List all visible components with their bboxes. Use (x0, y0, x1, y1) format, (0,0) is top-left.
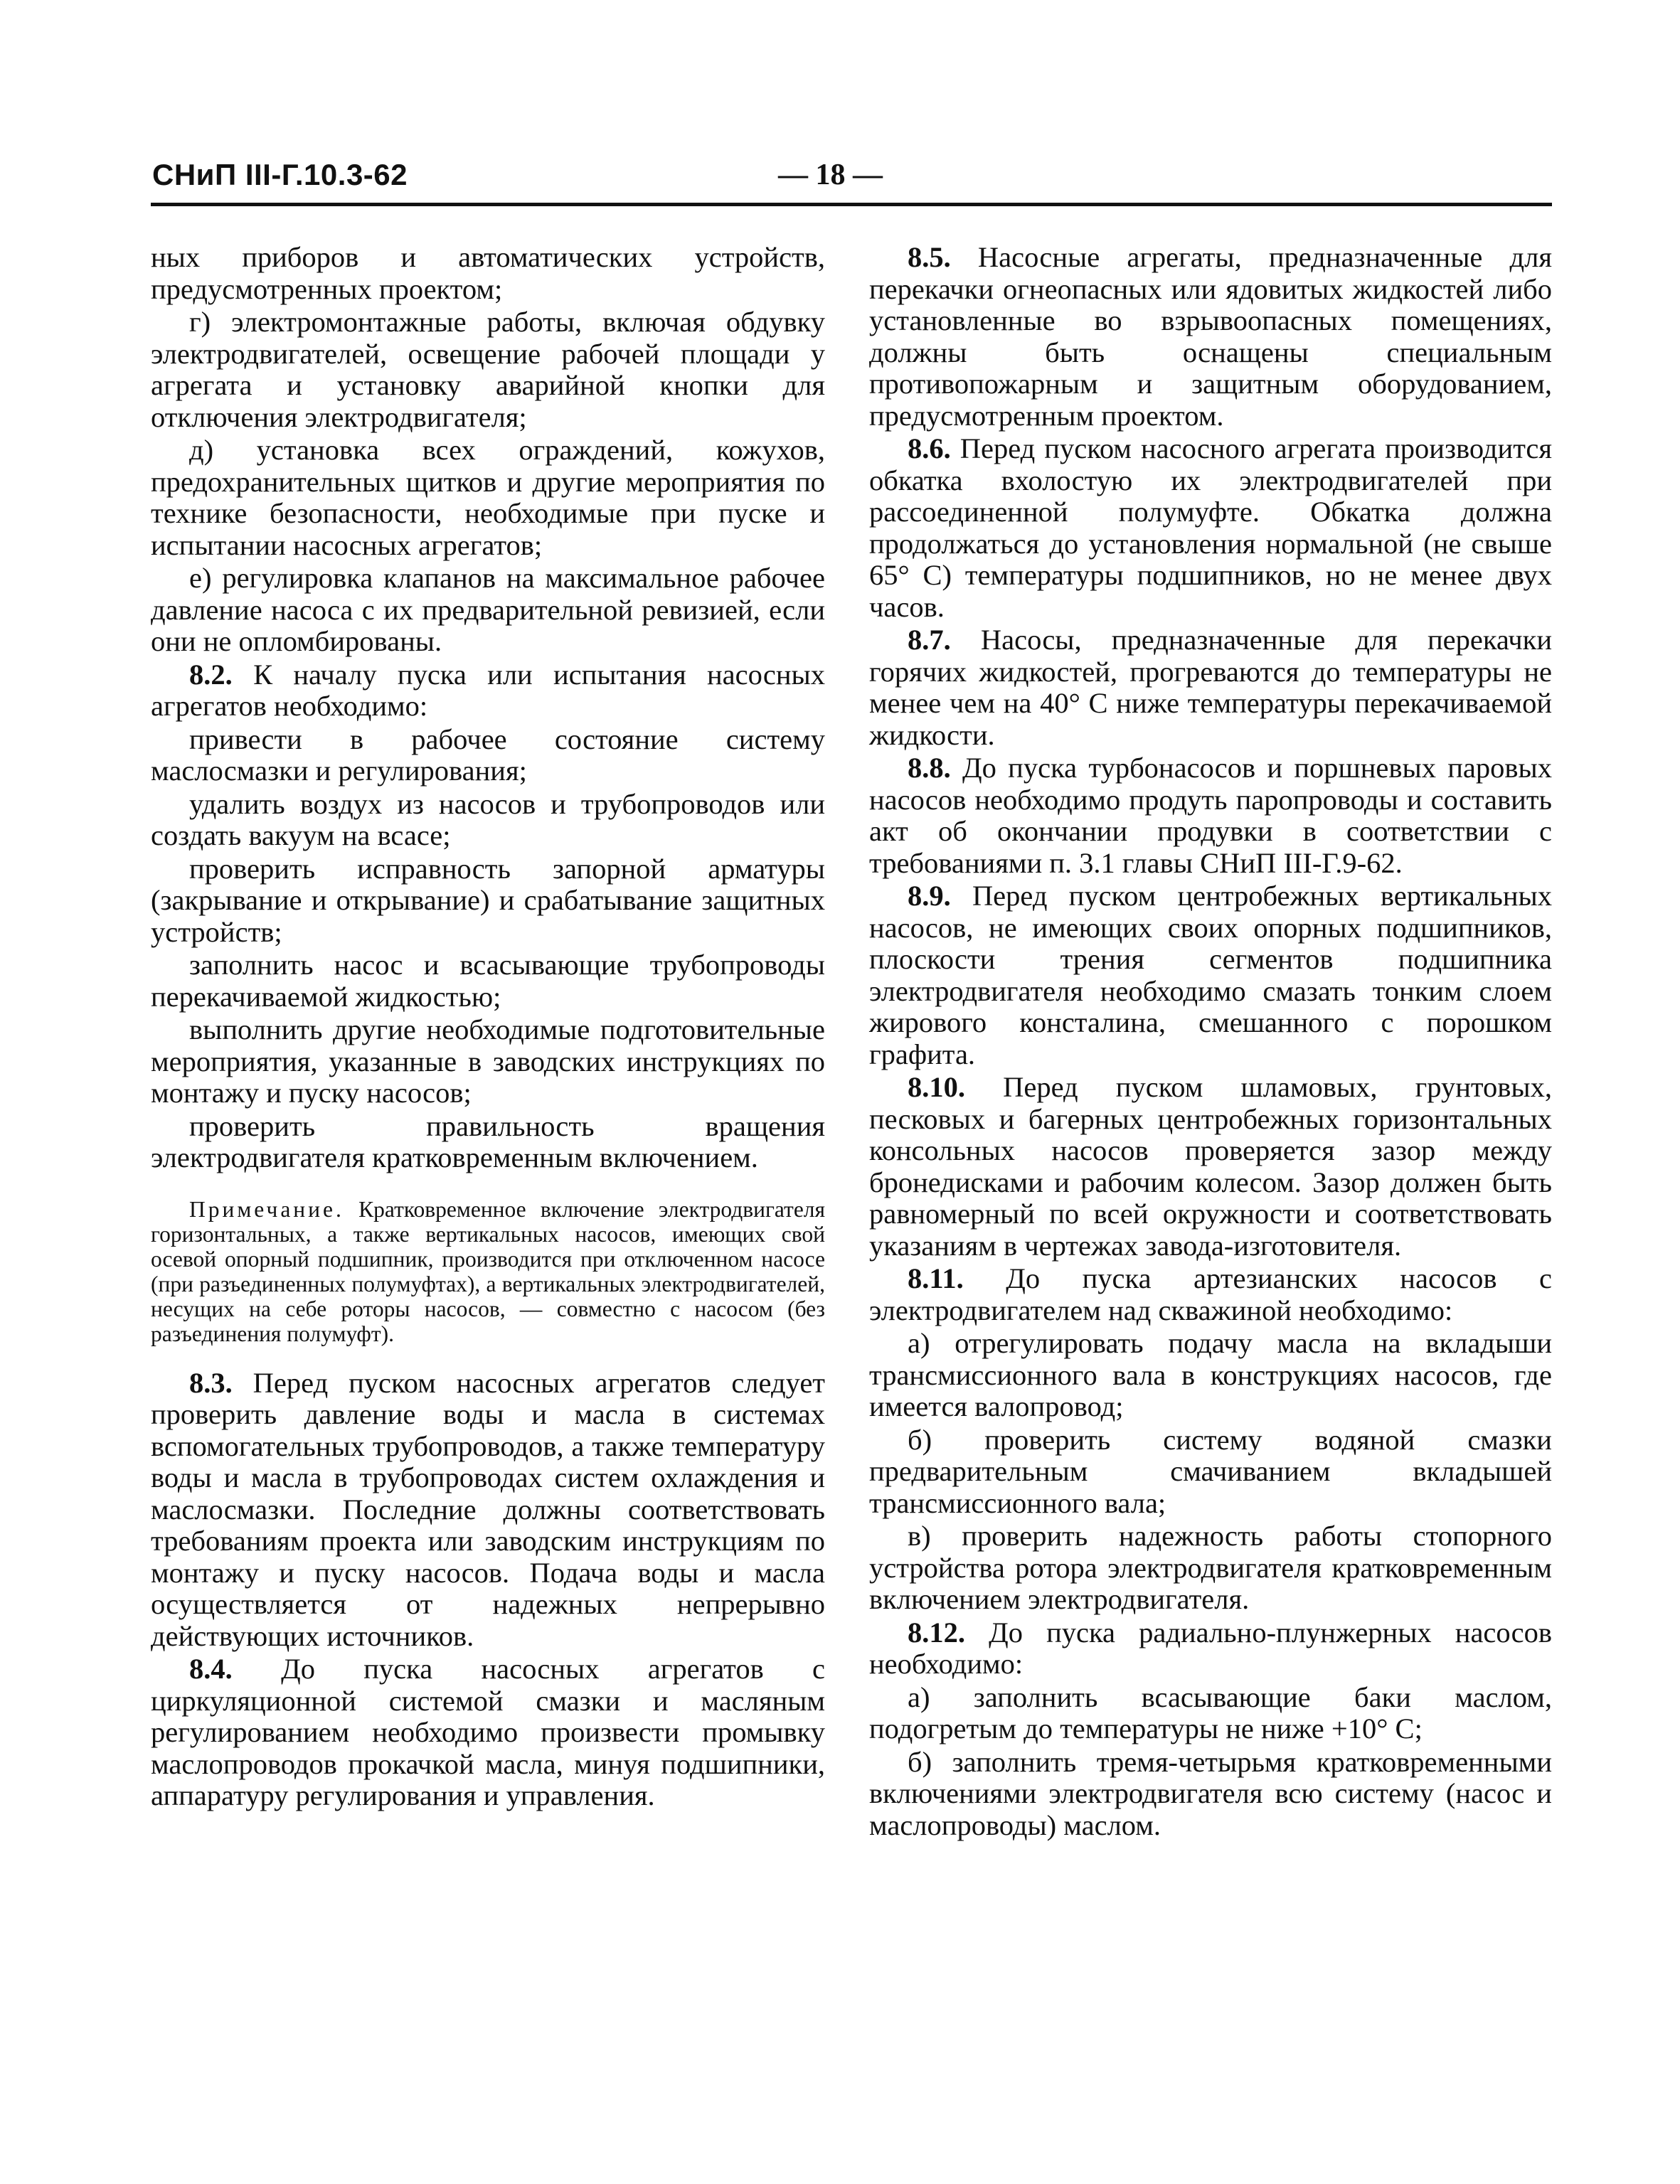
list-item-a: а) отрегулировать подачу масла на вкладыши трансмиссионного вала в конструкциях насосов, где имеется валопровод; (869, 1327, 1552, 1422)
spacer (151, 1346, 825, 1368)
spacer (151, 1176, 825, 1197)
section-number: 8.8. (908, 752, 951, 784)
section-number: 8.5. (908, 241, 951, 273)
section-text: Насосные агрегаты, предназначенные для перекачки огнеопасных или ядовитых жидкостей либо установленные во взрывоопасных помещениях, должны быть оснащены специальным противопожарным и защитным оборудованием, предусмотренным проектом. (869, 241, 1553, 432)
list-item: заполнить насос и всасывающие трубопроводы перекачиваемой жидкостью; (151, 949, 825, 1013)
section-8-2 (151, 659, 825, 723)
section-8-11 (869, 1263, 1552, 1326)
section-number: 8.7. (908, 624, 951, 656)
paragraph-continued: ных приборов и автоматических устройств, предусмотренных проектом; (151, 241, 825, 305)
section-text: Перед пуском центробежных вертикальных насосов, не имеющих своих опорных подшипников, плоскости трения сегментов подшипника электродвигателя необходимо смазать тонким слоем жирового консталина, смешанного с порошком графита. (869, 880, 1552, 1070)
note-label: Примечание. (189, 1196, 344, 1222)
list-item: удалить воздух из насосов и трубопроводов или создать вакуум на всасе; (151, 787, 825, 851)
right-column (869, 242, 1552, 1843)
document-code: СНиП III-Г.10.3-62 (152, 158, 408, 191)
section-8-6 (869, 433, 1552, 623)
section-8-3 (151, 1368, 825, 1653)
section-8-12 (869, 1617, 1552, 1680)
section-number: 8.3. (189, 1366, 233, 1399)
list-item-b: б) проверить систему водяной смазки предварительным смачиванием вкладышей трансмиссионного вала; (869, 1423, 1552, 1519)
section-text: До пуска насосных агрегатов с циркуляционной системой смазки и масляным регулированием необходимо произвести промывку маслопроводов прокачкой масла, минуя подшипники, аппаратуру регулирования и управления. (151, 1653, 825, 1811)
page-number: — 18 — (778, 159, 883, 191)
list-item: выполнить другие необходимые подготовительные мероприятия, указанные в заводских инструкциях по монтажу и пуску насосов; (151, 1013, 825, 1109)
list-item-e: е) регулировка клапанов на максимальное рабочее давление насоса с их предварительной ревизией, если они не опломбированы. (151, 562, 825, 657)
list-item-v: в) проверить надежность работы стопорного устройства ротора электродвигателя кратковременным включением электродвигателя. (869, 1520, 1552, 1615)
section-number: 8.6. (908, 432, 951, 464)
section-text: Перед пуском шламовых, грунтовых, песковых и багерных центробежных горизонтальных консольных насосов проверяется зазор между бронедисками и рабочим колесом. Зазор должен быть равномерный по всей окружности и соответствовать указаниям в чертежах завода-изготовителя. (869, 1071, 1553, 1262)
section-number: 8.9. (908, 880, 951, 912)
list-item-a: а) заполнить всасывающие баки маслом, подогретым до температуры не ниже +10° С; (869, 1680, 1552, 1744)
section-number: 8.12. (908, 1616, 965, 1648)
list-item-b: б) заполнить тремя-четырьмя кратковременными включениями электродвигателя всю систему (насос и маслопроводы) маслом. (869, 1745, 1552, 1841)
section-number: 8.2. (189, 658, 233, 691)
section-text: Перед пуском насосных агрегатов следует проверить давление воды и масла в системах вспомогательных трубопроводов, а также температуру воды и масла в трубопроводах систем охлаждения и маслосмазки. Последние должны соответствовать требованиям проекта или заводским инструкциям по монтажу и пуску насосов. Подача воды и масла осуществляется от надежных непрерывно действующих источников. (151, 1366, 825, 1652)
section-text: К началу пуска или испытания насосных агрегатов необходимо: (151, 658, 825, 722)
section-8-5 (869, 242, 1552, 432)
section-text: До пуска турбонасосов и поршневых паровых насосов необходимо продуть паропроводы и составить акт об окончании продувки в соответствии с требованиями п. 3.1 главы СНиП III-Г.9-62. (869, 752, 1552, 879)
section-text: До пуска артезианских насосов с электродвигателем над скважиной необходимо: (869, 1262, 1552, 1326)
left-column (151, 242, 825, 1813)
section-8-7 (869, 624, 1552, 751)
list-item-d: д) установка всех ограждений, кожухов, предохранительных щитков и другие мероприятия по технике безопасности, необходимые при пуске и испытании насосных агрегатов; (151, 434, 825, 561)
note (151, 1197, 825, 1346)
section-number: 8.10. (908, 1071, 965, 1103)
section-8-10 (869, 1072, 1552, 1262)
header-rule (151, 203, 1552, 206)
section-number: 8.4. (189, 1653, 233, 1685)
section-8-9 (869, 880, 1552, 1070)
section-text: Перед пуском насосного агрегата производится обкатка вхолостую их электродвигателей при рассоединенной полумуфте. Обкатка должна продолжаться до установления нормальной (не свыше 65° С) температуры подшипников, но не менее двух часов. (869, 432, 1552, 623)
list-item-g: г) электромонтажные работы, включая обдувку электродвигателей, освещение рабочей площади у агрегата и установку аварийной кнопки для отключения электродвигателя; (151, 306, 825, 433)
list-item: привести в рабочее состояние систему маслосмазки и регулирования; (151, 723, 825, 787)
section-text: До пуска радиально-плунжерных насосов необходимо: (869, 1616, 1553, 1680)
section-8-4 (151, 1653, 825, 1812)
note-text: Кратковременное включение электродвигателя горизонтальных, а также вертикальных насосов, имеющих свой осевой опорный подшипник, производится при отключенном насосе (при разъединенных полумуфтах), а вертикальных электродвигателей, несущих на себе роторы насосов, — совместно с насосом (без разъединения полумуфт). (151, 1196, 826, 1346)
list-item: проверить правильность вращения электродвигателя кратковременным включением. (151, 1109, 825, 1173)
section-text: Насосы, предназначенные для перекачки горячих жидкостей, прогреваются до температуры не менее чем на 40° С ниже температуры перекачиваемой жидкости. (869, 624, 1552, 751)
section-number: 8.11. (908, 1262, 964, 1294)
list-item: проверить исправность запорной арматуры (закрывание и открывание) и срабатывание защитных устройств; (151, 852, 825, 948)
section-8-8 (869, 752, 1552, 879)
